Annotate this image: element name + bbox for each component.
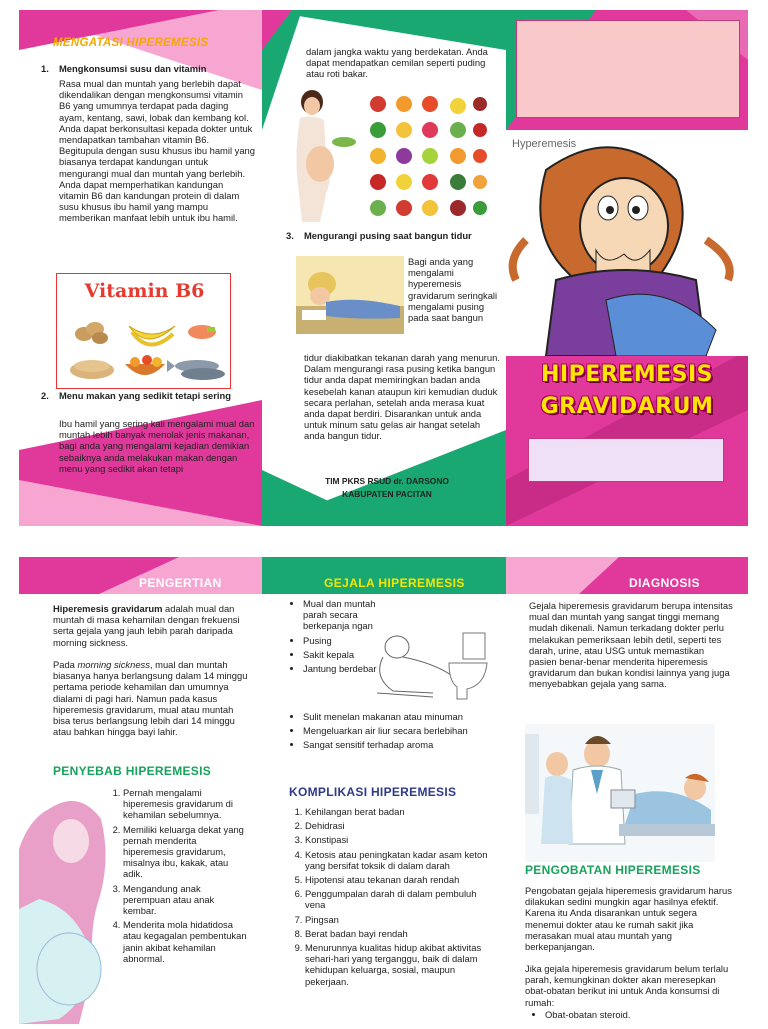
gejala-list-bottom: [289, 711, 479, 754]
penyebab-item: 2. Memiliki keluarga dekat yang pernah menderita hiperemesis gravidarum, misalnya ibu, kakak, atau adik.: [123, 824, 247, 880]
item1-number: 1.: [41, 63, 49, 74]
pengobatan-p2: Jika gejala hiperemesis gravidarum belum terlalu parah, kemungkinan dokter akan meresepkan obat-obatan berikut ini untuk Anda konsumsi di rumah:: [525, 963, 729, 1008]
grain-icon: [70, 360, 114, 379]
item3-number: 3.: [286, 230, 294, 241]
gejala-item: • Sangat sensitif terhadap aroma: [303, 739, 479, 750]
nurse-icon: [541, 752, 573, 844]
item1-text: Rasa mual dan muntah yang berlebih dapat dikendalikan dengan mengkonsumsi vitamin B6 yang umumnya terdapat pada daging ayam, kentang, sawi, lobak dan kembang kol. Anda dapat berkonsultasi kepada dokter untuk mendapatkan tambahan vitamin B6. Begitupula dengan susu khusus ibu hamil yang biasanya terdapat kandungan untuk mengurangi mual dan muntah yang berlebih. Anda dapat memperhatikan kandungan vitamin B6 dan kandungan protein di dalam susu khusus ibu hamil yang mampu memberikan manfaat lebih untuk ibu hamil.: [59, 78, 255, 224]
pengobatan-list: [527, 1009, 727, 1023]
pengertian-p1: [53, 603, 248, 648]
gejala-item: • Mengeluarkan air liur secara berlebihan: [303, 725, 479, 736]
komplikasi-item: 7. Pingsan: [305, 914, 489, 925]
penyebab-item: 3. Mengandung anak perempuan atau anak kembar.: [123, 883, 247, 917]
gejala-heading: GEJALA HIPEREMESIS: [324, 576, 465, 590]
fruit-grid-icon: [364, 88, 489, 220]
komplikasi-item: 4. Ketosis atau peningkatan kadar asam keton yang bersifat toksik di dalam darah: [305, 849, 489, 871]
cartoon-image: [506, 130, 748, 356]
komplikasi-item: 9. Menurunnya kualitas hidup akibat aktivitas sehari-hari yang terganggu, baik di dalam kehidupan keluarga, sosial, maupun pekerjaan.: [305, 942, 489, 987]
pengertian-p2: [53, 659, 248, 737]
pengertian-p2-a: Pada: [53, 659, 78, 670]
item2-title: Menu makan yang sedikit tetapi sering: [59, 390, 231, 401]
gejala-item: • Jantung berdebar: [303, 663, 385, 674]
pregnant-woman-image: [19, 789, 119, 1024]
gejala-item: • Sulit menelan makanan atau minuman: [303, 711, 479, 722]
vitamin-b6-image: [56, 273, 231, 389]
komplikasi-list: [289, 806, 489, 990]
sleeping-woman-image: [296, 256, 404, 334]
item1-title: Mengkonsumsi susu dan vitamin: [59, 63, 207, 74]
panel-cover: [506, 10, 748, 526]
pengertian-p2-b: , mual dan muntah biasanya hanya berlangsung dalam 14 minggu pertama periode kehamilan dan umumnya dialami di pagi hari. Namun pada kasus hiperemesis gravidarum, mual atau muntah bisa terus berlangsung lebih dari 14 minggu atau bahkan hingga bayi lahir.: [53, 659, 248, 738]
komplikasi-heading: KOMPLIKASI HIPEREMESIS: [289, 785, 457, 799]
title-box-bottom: [528, 438, 724, 482]
pengertian-p1-rest: adalah mual dan muntah di masa kehamilan dengan frekuensi serta gejala yang jauh lebih parah daripada morning sickness.: [53, 603, 240, 648]
penyebab-item: 1. Pernah mengalami hiperemesis gravidarum di kehamilan sebelumnya.: [123, 787, 247, 821]
diagnosis-text: Gejala hiperemesis gravidarum berupa intensitas mual dan muntah yang sangat tinggi memang mudah dikenali. Namun terkadang dokter perlu melakukan pemeriksaan lebih detil, seperti tes darah, urine, atau USG untuk memastikan pasien benar-benar menderita hiperemesis gravidarum dan bukan kondisi lainnya yang juga menyebabkan gejala yang sama.: [529, 600, 733, 690]
penyebab-list: [107, 787, 247, 967]
vegetable-bowl-icon: [125, 355, 165, 375]
cover-title-line2: GRAVIDARUM: [540, 394, 714, 419]
komplikasi-item: 1. Kehilangan berat badan: [305, 806, 489, 817]
vitamin-b6-label: Vitamin B6: [84, 280, 205, 302]
cover-title-line1: HIPEREMESIS: [540, 362, 713, 387]
cartoon-label: Hyperemesis: [512, 138, 577, 150]
item2-text: Ibu hamil yang sering kali mengalami mual dan muntah lebih banyak menolak jenis makanan, bagi anda yang mengalami kejadian demikian sebaiknya anda melakukan makan dengan menu yang sedikit akan tetapi: [59, 418, 255, 474]
gejala-item: • Pusing: [303, 635, 385, 646]
komplikasi-item: 5. Hipotensi atau tekanan darah rendah: [305, 874, 489, 885]
pengobatan-heading: PENGOBATAN HIPEREMESIS: [525, 863, 701, 877]
komplikasi-item: 6. Penggumpalan darah di dalam pembuluh vena: [305, 888, 489, 910]
inside-spread: [19, 557, 748, 1024]
team-line1: TIM PKRS RSUD dr. DARSONO: [325, 476, 449, 486]
komplikasi-item: 8. Berat badan bayi rendah: [305, 928, 489, 939]
cont-text: dalam jangka waktu yang berdekatan. Anda dapat mendapatkan cemilan seperti puding atau roti bakar.: [306, 46, 488, 80]
gejala-item: • Mual dan muntah parah secara berkepanja ngan: [303, 598, 385, 632]
pengertian-p2-italic: morning sickness: [77, 659, 150, 670]
salmon-icon: [182, 324, 222, 344]
item3-text-full: tidur diakibatkan tekanan darah yang menurun. Dalam mengurangi rasa pusing ketika bangun tidur anda dapat memiringkan badan anda kesebelah kanan ataupun kiri kemudian duduk secara perlahan, setelah anda merasa kuat anda dapat berdiri. Disarankan untuk anda untuk minum satu gelas air hangat setelah anda bangun tidur.: [304, 352, 500, 442]
panel-mengatasi: [19, 10, 262, 526]
doctor-patient-image: [525, 724, 715, 862]
penyebab-item: 4. Menderita mola hidatidosa atau kegagalan pembentukan janin akibat kehamilan abnormal.: [123, 919, 247, 964]
potato-icon: [75, 322, 108, 344]
pengobatan-p1: Pengobatan gejala hiperemesis gravidarum harus dilakukan sedini mungkin agar hasilnya efektif. Karena itu Anda disarankan untuk segera menemui dokter atau ke rumah sakit jika merasakan mual atau muntah yang berkepanjangan.: [525, 885, 732, 953]
toilet-icon: [449, 633, 487, 699]
komplikasi-item: 3. Konstipasi: [305, 834, 489, 845]
pengertian-term: Hiperemesis gravidarum: [53, 603, 163, 614]
nauseous-woman-icon: [513, 147, 730, 356]
pengertian-heading: PENGERTIAN: [139, 576, 222, 590]
banana-icon: [129, 326, 175, 345]
item3-text-side: Bagi anda yang mengalami hyperemesis gravidarum seringkali mengalami pusing pada saat bangun: [408, 256, 498, 324]
pengobatan-item: • Obat-obatan steroid.: [545, 1009, 727, 1020]
fruit-image: [286, 84, 491, 222]
komplikasi-item: 2. Dehidrasi: [305, 820, 489, 831]
panel-tips-lanjutan: [262, 10, 506, 526]
vomiting-woman-image: [363, 627, 493, 703]
gejala-item: • Sakit kepala: [303, 649, 385, 660]
clipboard-icon: [611, 790, 635, 808]
pregnant-woman-eating-icon: [296, 90, 356, 222]
penyebab-heading: PENYEBAB HIPEREMESIS: [53, 764, 212, 778]
mengatasi-heading: MENGATASI HIPEREMESIS: [53, 37, 209, 49]
item3-title: Mengurangi pusing saat bangun tidur: [304, 230, 472, 241]
pillow-icon: [302, 310, 326, 320]
item2-number: 2.: [41, 390, 49, 401]
diagnosis-heading: DIAGNOSIS: [629, 576, 700, 590]
title-box-top: [516, 20, 740, 118]
fish-icon: [167, 360, 225, 380]
team-line2: KABUPATEN PACITAN: [342, 489, 432, 499]
